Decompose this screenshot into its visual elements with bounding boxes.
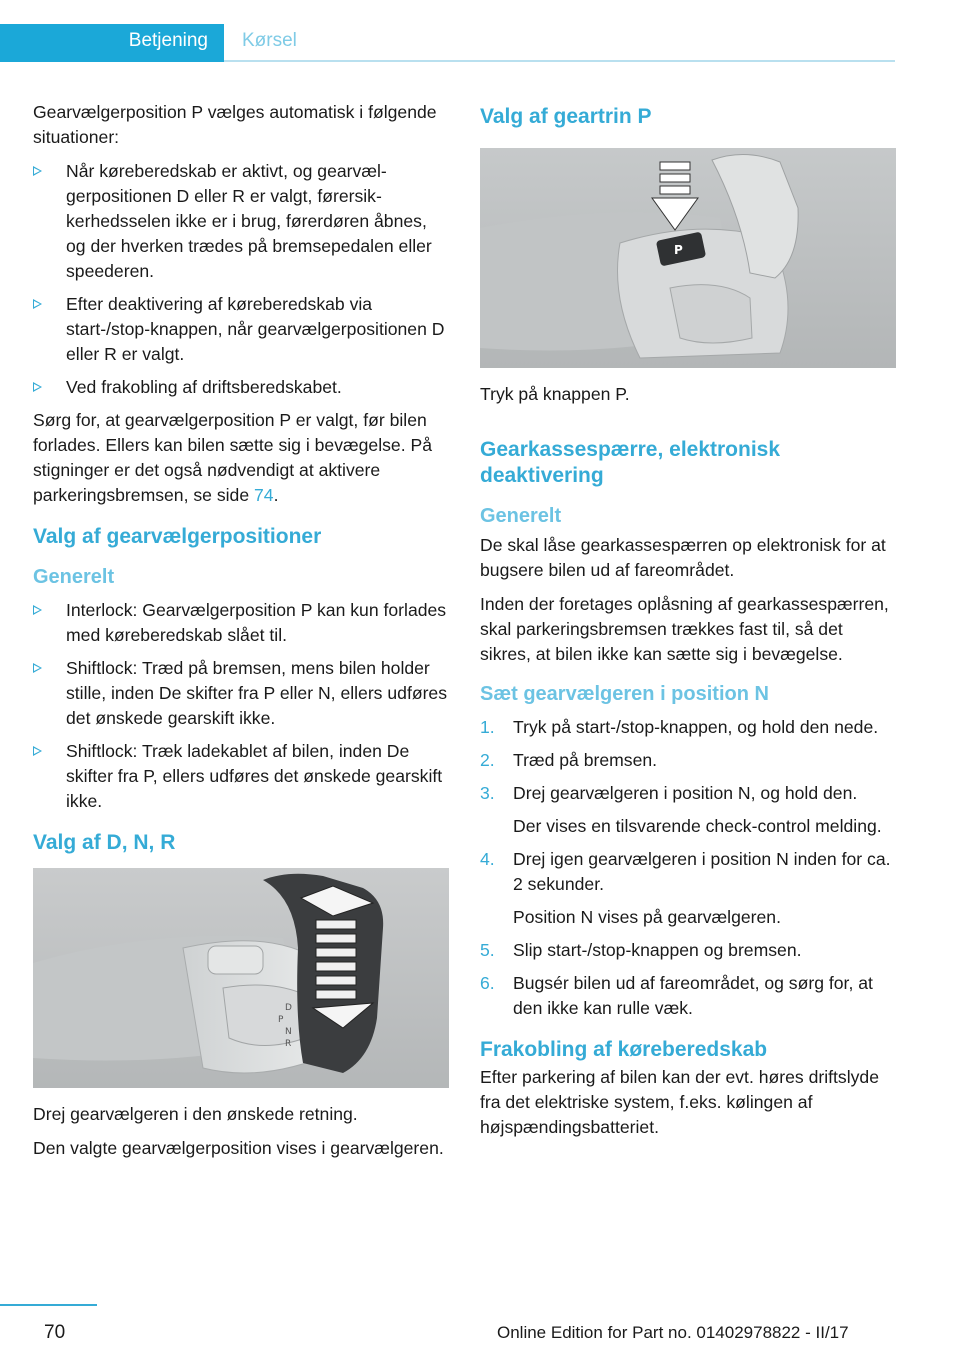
step-text: Drej igen gearvælgeren i position N inden for ca. 2 sekunder. xyxy=(513,849,891,894)
step-number: 6. xyxy=(480,973,495,993)
chapter-tabs xyxy=(0,0,895,62)
after-figure-text-2: Den valgte gearvælgerposition vises i gearvælgeren. xyxy=(33,1138,444,1158)
intro-text: Gearvælgerposition P vælges automatisk i følgende situationer: xyxy=(33,102,437,147)
step-text: Træd på bremsen. xyxy=(513,750,658,770)
step-subtext: Der vises en tilsvarende check-control melding. xyxy=(513,816,882,836)
gear-label-r: R xyxy=(285,1039,292,1049)
step-text: Slip start-/stop-knappen og bremsen. xyxy=(513,940,802,960)
gear-selector-figure xyxy=(33,868,449,1088)
step-item xyxy=(480,938,896,963)
step-number: 1. xyxy=(480,717,495,737)
heading-valg-p: Valg af geartrin P xyxy=(480,105,652,128)
heading-generelt: Generelt xyxy=(33,566,115,588)
paragraph-2: Inden der foretages oplåsning af gearkassespærren, skal parkeringsbremsen trækkes fast til, så det sikres, at bilen ikke kan sætte sig i bevægelse. xyxy=(480,594,889,664)
bullet-arrow-icon xyxy=(33,166,42,176)
paragraph-3: Efter parkering af bilen kan der evt. høres driftslyde fra det elektriske system, f.eks. kølingen af højspændingsbatteriet. xyxy=(480,1067,879,1137)
bullet-arrow-icon xyxy=(33,382,42,392)
step-number: 4. xyxy=(480,849,495,869)
list-item-text: Shiftlock: Træk ladekablet af bilen, inden De skifter fra P, ellers udføres det ønskede gearskift ikke. xyxy=(66,741,443,811)
list-item xyxy=(33,656,449,731)
step-subtext: Position N vises på gearvælgeren. xyxy=(513,907,781,927)
step-number: 3. xyxy=(480,783,495,803)
step-item xyxy=(480,781,896,839)
gear-selector-illustration xyxy=(33,868,449,1088)
heading-frakobling: Frakobling af køreberedskab xyxy=(480,1038,768,1061)
right-column xyxy=(480,100,896,1149)
heading-dnr: Valg af D, N, R xyxy=(33,831,176,854)
tab-betjening[interactable] xyxy=(0,24,224,62)
p-button-label: P xyxy=(674,243,683,257)
p-button-illustration xyxy=(480,148,896,368)
warning-paragraph xyxy=(33,408,449,508)
heading-set-n: Sæt gearvælgeren i position N xyxy=(480,683,769,705)
step-item xyxy=(480,715,896,740)
after-figure-text-1: Drej gearvælgeren i den ønskede retning. xyxy=(33,1104,358,1124)
tab-betjening-label: Betjening xyxy=(128,30,208,51)
p-button-figure xyxy=(480,148,896,368)
heading-generelt-2: Generelt xyxy=(480,505,562,527)
auto-p-list xyxy=(33,159,449,400)
bullet-arrow-icon xyxy=(33,605,42,615)
gear-label-p: P xyxy=(278,1015,284,1025)
list-item xyxy=(33,739,449,814)
list-item xyxy=(33,375,449,400)
step-item xyxy=(480,748,896,773)
list-item xyxy=(33,598,449,648)
page-link[interactable]: 74 xyxy=(254,485,274,505)
heading-gear-lock: Gearkassespærre, elektronisk deaktivering xyxy=(480,438,781,487)
edition-footer: Online Edition for Part no. 01402978822 - II/17 xyxy=(497,1323,849,1342)
paragraph-1: De skal låse gearkassespærren op elektronisk for at bugsere bilen ud af fareområdet. xyxy=(480,535,886,580)
list-item-text: Interlock: Gearvælgerposition P kan kun forlades med køreberedskab slået til. xyxy=(66,600,447,645)
footer-rule xyxy=(0,1304,97,1306)
list-item-text: Shiftlock: Træd på bremsen, mens bilen holder stille, inden De skifter fra P eller N, ellers udføres det ønskede gearskift ikke. xyxy=(66,658,448,728)
step-text: Bugsér bilen ud af fareområdet, og sørg for, at den ikke kan rulle væk. xyxy=(513,973,873,1018)
tab-korsel[interactable]: Kørsel xyxy=(242,30,297,51)
warning-text: Sørg for, at gearvælgerposition P er valgt, før bilen forlades. Ellers kan bilen sætte sig i bevægelse. På stigninger er det også nødvendigt at aktivere parkeringsbremsen, se side xyxy=(33,410,432,505)
after-figure-text: Tryk på knappen P. xyxy=(480,384,630,404)
step-item xyxy=(480,971,896,1021)
list-item-text: Ved frakobling af driftsberedskabet. xyxy=(66,377,342,397)
list-item-text: Når køreberedskab er aktivt, og gearvælgerpositionen D eller R er valgt, førersikkerhedsselen ikke er i brug, førerdøren åbnes, og der hverken trædes på bremsepedalen eller speederen. xyxy=(66,161,432,281)
step-number: 2. xyxy=(480,750,495,770)
gear-label-n: N xyxy=(285,1027,292,1037)
steps-list xyxy=(480,715,896,1021)
tab-divider xyxy=(224,60,895,62)
left-column xyxy=(33,100,449,1170)
lock-list xyxy=(33,598,449,814)
step-number: 5. xyxy=(480,940,495,960)
list-item xyxy=(33,292,449,367)
bullet-arrow-icon xyxy=(33,746,42,756)
warning-end: . xyxy=(273,485,279,505)
page-number: 70 xyxy=(44,1322,66,1343)
bullet-arrow-icon xyxy=(33,663,42,673)
list-item-text: Efter deaktivering af køreberedskab via start-/stop-knappen, når gearvælgerpositionen D eller R er valgt. xyxy=(66,294,445,364)
step-text: Drej gearvælgeren i position N, og hold den. xyxy=(513,783,858,803)
step-text: Tryk på start-/stop-knappen, og hold den nede. xyxy=(513,717,879,737)
bullet-arrow-icon xyxy=(33,299,42,309)
heading-gear-positions: Valg af gearvælgerpositioner xyxy=(33,525,322,548)
gear-label-d: D xyxy=(285,1003,292,1013)
list-item xyxy=(33,159,449,284)
step-item xyxy=(480,847,896,930)
